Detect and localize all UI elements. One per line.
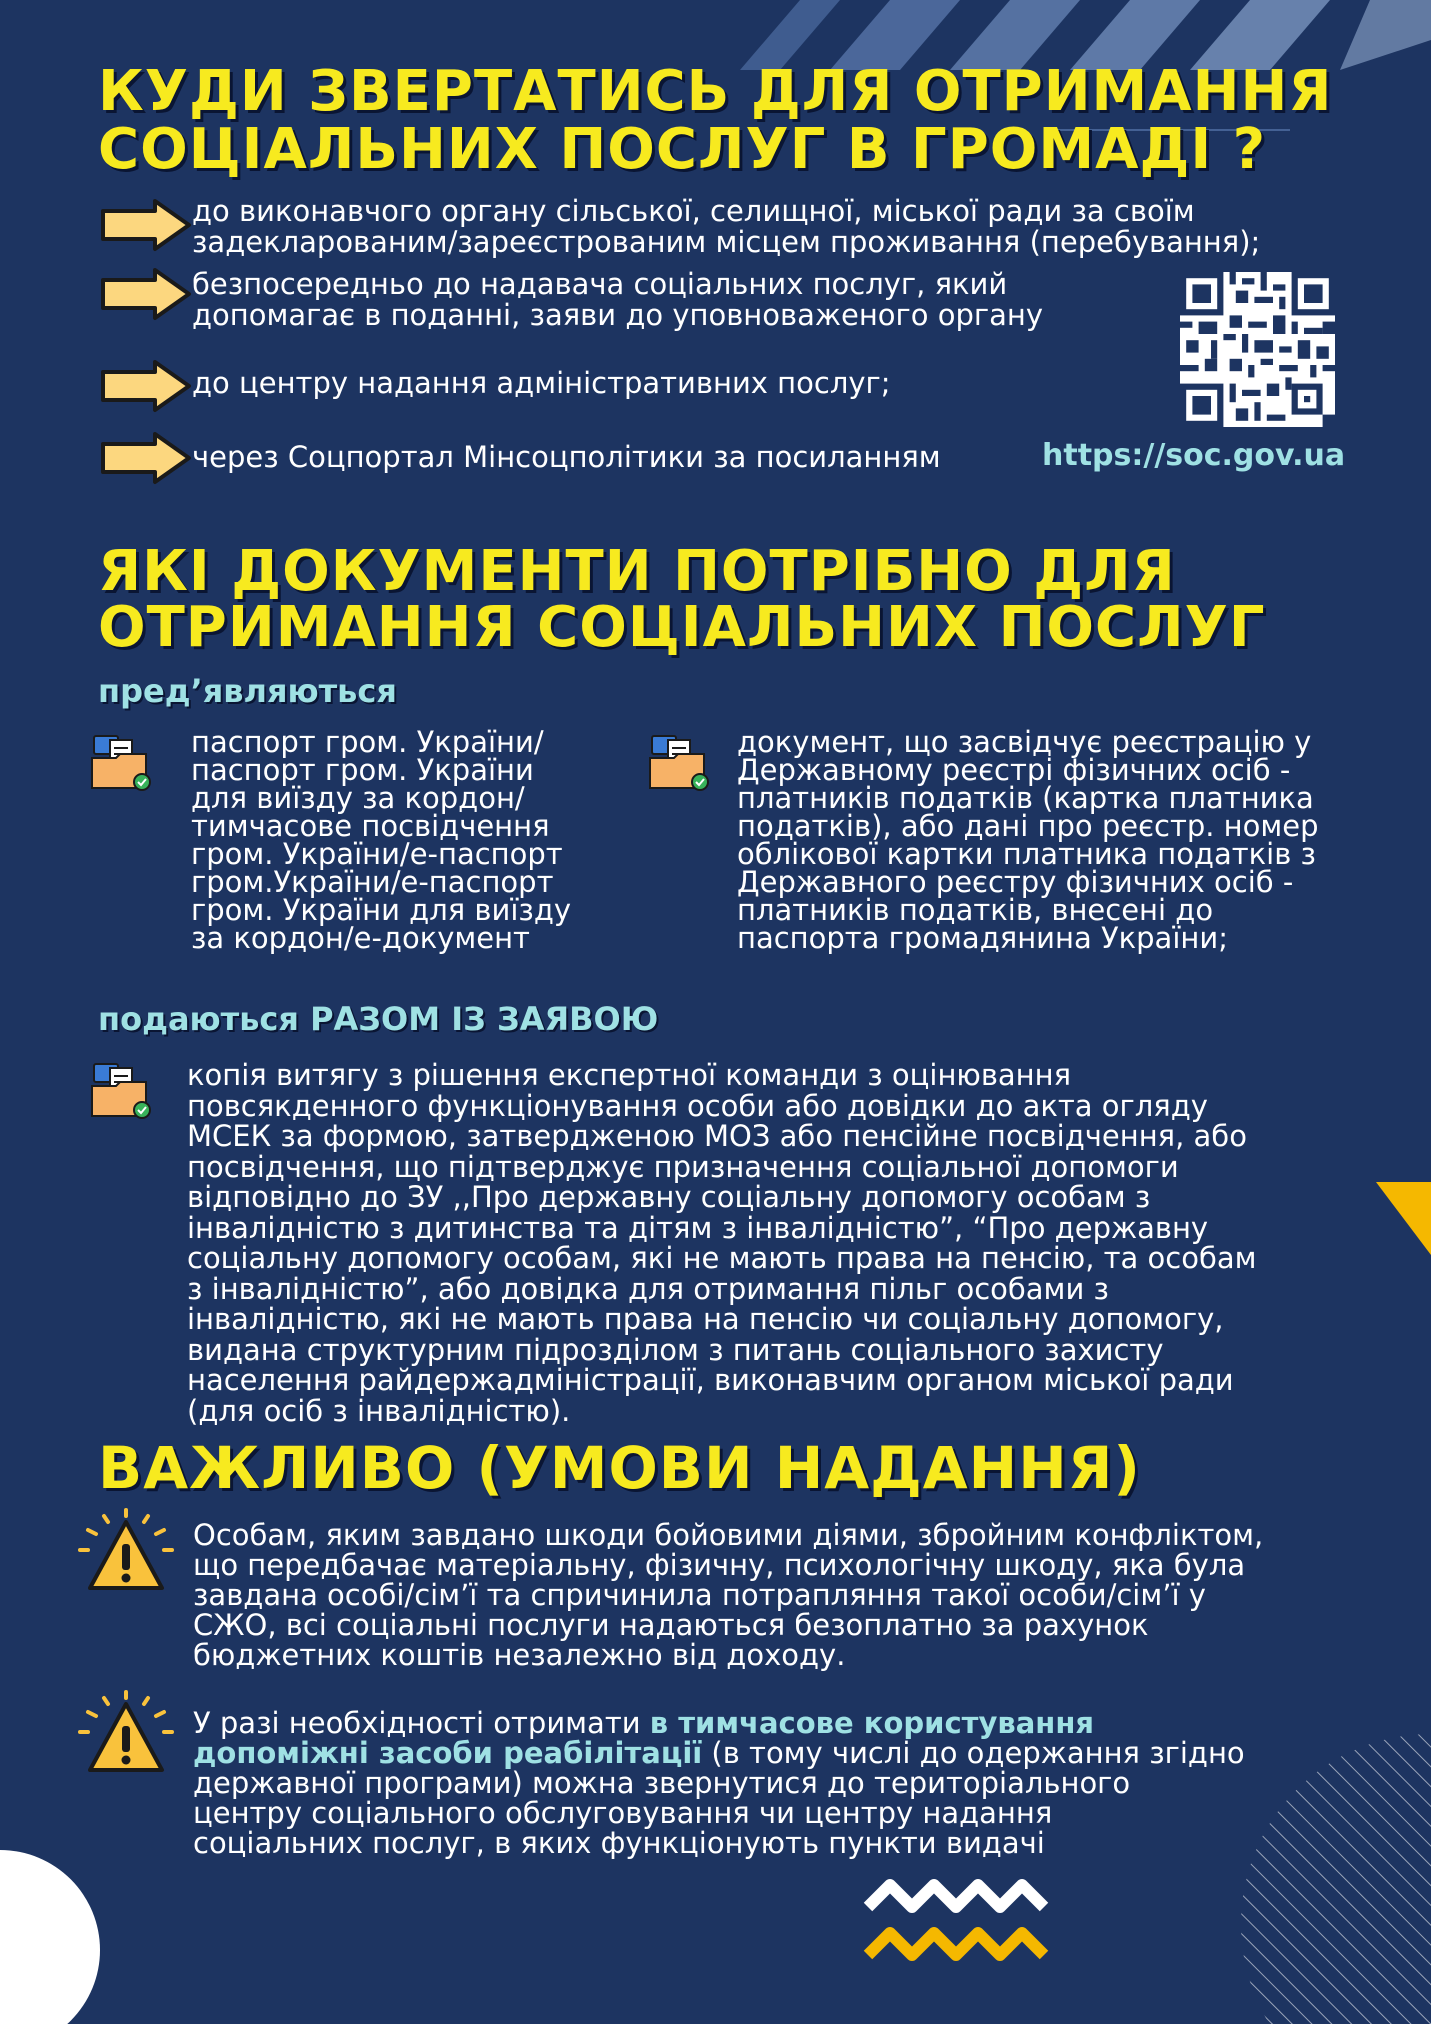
warning-text-2-highlight: в тимчасове користування <box>649 1706 1094 1740</box>
section2-title-line1: ЯКІ ДОКУМЕНТИ ПОТРІБНО ДЛЯ <box>98 539 1176 604</box>
where-item-1 <box>192 196 1260 258</box>
warning-text-2-line: центру соціального обслуговування чи центру надання <box>193 1796 1053 1830</box>
warning-text-2-plain: У разі необхідності отримати <box>193 1706 650 1740</box>
where-item-2 <box>192 269 1043 331</box>
document-bottom-line: інвалідністю, які не мають права на пенсію чи соціальну допомогу, <box>187 1302 1224 1336</box>
warning-text-2-line: державної програми) можна звернутися до територіального <box>193 1766 1131 1800</box>
document-bottom-line: посвідчення, що підтверджує призначення соціальної допомоги <box>187 1149 1179 1184</box>
document-left-line: тимчасове посвідчення <box>191 809 550 843</box>
document-left-line: гром. України для виїзду <box>191 893 572 927</box>
document-right-line: Державному реєстрі фізичних осіб - <box>737 753 1291 787</box>
document-right-line: Державного реєстру фізичних осіб - <box>737 865 1294 899</box>
arrow-icon <box>97 197 193 253</box>
document-right-line: платників податків (картка платника <box>737 781 1314 815</box>
bottom-hatch-circle <box>1241 1734 1431 2024</box>
where-item-1-line1: до виконавчого органу сільської, селищної, міської ради за своїм <box>192 194 1195 228</box>
document-bottom-line: (для осіб з інвалідністю). <box>187 1393 571 1428</box>
warning-text-1-line: СЖО, всі соціальні послуги надаються безоплатно за рахунок <box>193 1608 1149 1642</box>
warning-text-2-line <box>193 1738 1245 1768</box>
document-left-line: паспорт гром. України/ <box>191 725 544 759</box>
document-bottom-line: з інвалідністю”, або довідка для отримання пільг особами з <box>187 1271 1109 1306</box>
document-bottom-text <box>187 1060 1257 1426</box>
submitted-heading-part2: РАЗОМ ІЗ ЗАЯВОЮ <box>310 1000 659 1038</box>
document-bottom-line: відповідно до ЗУ ,,Про державну соціальну допомогу особам з <box>187 1180 1151 1214</box>
document-left-text <box>191 725 572 955</box>
document-right-line: податків), або дані про реєстр. номер <box>737 809 1319 843</box>
warning-text-2-line: соціальних послуг, в яких функціонують пункти видачі <box>193 1826 1045 1860</box>
arrow-icon <box>97 430 193 486</box>
document-folder-icon <box>88 1058 154 1124</box>
warning-text-2-plain: (в тому числі до одержання згідно <box>702 1736 1245 1770</box>
document-bottom-line: МСЕК за формою, затвердженою МОЗ або пенсійне посвідчення, або <box>187 1119 1247 1153</box>
document-bottom-line: соціальну допомогу особам, які не мають права на пенсію, та особам <box>187 1241 1257 1275</box>
document-right-line: паспорта громадянина України; <box>737 921 1228 955</box>
document-bottom-line: населення райдержадміністрації, виконавчим органом міської ради <box>187 1363 1234 1397</box>
warning-text-2-highlight: допоміжні засоби реабілітації <box>193 1736 703 1770</box>
document-left-line: за кордон/е-документ <box>191 921 530 955</box>
warning-text-1 <box>193 1520 1263 1670</box>
where-item-1-line2: задекларованим/зареєстрованим місцем проживання (перебування); <box>192 225 1261 259</box>
document-left-line: паспорт гром. України <box>191 753 534 787</box>
section2-title-line2: ОТРИМАННЯ СОЦІАЛЬНИХ ПОСЛУГ <box>98 595 1266 660</box>
document-folder-icon <box>88 730 154 796</box>
where-item-2-line2: допомагає в поданні, заяви до уповноваженого органу <box>192 298 1044 332</box>
warning-text-1-line: завдана особі/сім’ї та спричинила потрапляння такої особи/сім’ї у <box>193 1578 1206 1612</box>
bottom-left-white-circle <box>0 1850 100 2024</box>
white-wave-icon <box>868 1885 1044 1907</box>
qr-code-icon[interactable] <box>1180 272 1335 427</box>
presented-heading: пред’являються <box>98 672 397 710</box>
document-right-line: облікової картки платника податків з <box>737 837 1316 871</box>
submitted-heading-part1: подаються <box>98 1000 311 1038</box>
warning-text-2-line <box>193 1708 1245 1738</box>
document-right-text <box>737 725 1319 955</box>
warning-text-2 <box>193 1708 1245 1858</box>
right-yellow-triangle <box>1376 1182 1431 1255</box>
document-folder-icon <box>646 730 712 796</box>
document-left-line: для виїзду за кордон/ <box>191 781 525 815</box>
warning-text-1-line: Особам, яким завдано шкоди бойовими діями, збройним конфліктом, <box>193 1518 1264 1552</box>
section1-title-line2: СОЦІАЛЬНИХ ПОСЛУГ В ГРОМАДІ ? <box>98 117 1267 182</box>
submitted-heading <box>98 1000 658 1038</box>
document-left-line: гром.України/е-паспорт <box>191 865 554 899</box>
document-right-line: платників податків, внесені до <box>737 893 1214 927</box>
where-item-2-line1: безпосередньо до надавача соціальних послуг, який <box>192 267 1008 301</box>
section3-title: ВАЖЛИВО (УМОВИ НАДАННЯ) <box>98 1434 1141 1502</box>
warning-icon <box>76 1508 176 1600</box>
document-right-line: документ, що засвідчує реєстрацію у <box>737 725 1312 759</box>
document-bottom-line: повсякденного функціонування особи або довідки до акта огляду <box>187 1088 1208 1123</box>
document-bottom-line: видана структурним підрозділом з питань соціального захисту <box>187 1332 1164 1367</box>
where-item-4: через Соцпортал Мінсоцполітики за посиланням <box>192 440 941 474</box>
warning-text-1-line: бюджетних коштів незалежно від доходу. <box>193 1638 846 1672</box>
document-left-line: гром. України/е-паспорт <box>191 837 563 871</box>
arrow-icon <box>97 266 193 322</box>
warning-text-1-line: що передбачає матеріальну, фізичну, психологічну шкоду, яка була <box>193 1548 1246 1582</box>
section1-title-line1: КУДИ ЗВЕРТАТИСЬ ДЛЯ ОТРИМАННЯ <box>98 59 1333 124</box>
warning-icon <box>76 1690 176 1782</box>
document-bottom-line: інвалідністю з дитинства та дітям з інвалідністю”, “Про державну <box>187 1210 1209 1245</box>
document-bottom-line: копія витягу з рішення експертної команди з оцінювання <box>187 1058 1072 1092</box>
yellow-wave-icon <box>868 1933 1044 1955</box>
soc-portal-link[interactable]: https://soc.gov.ua <box>1042 438 1346 473</box>
where-item-3: до центру надання адміністративних послуг; <box>192 366 891 400</box>
arrow-icon <box>97 358 193 414</box>
